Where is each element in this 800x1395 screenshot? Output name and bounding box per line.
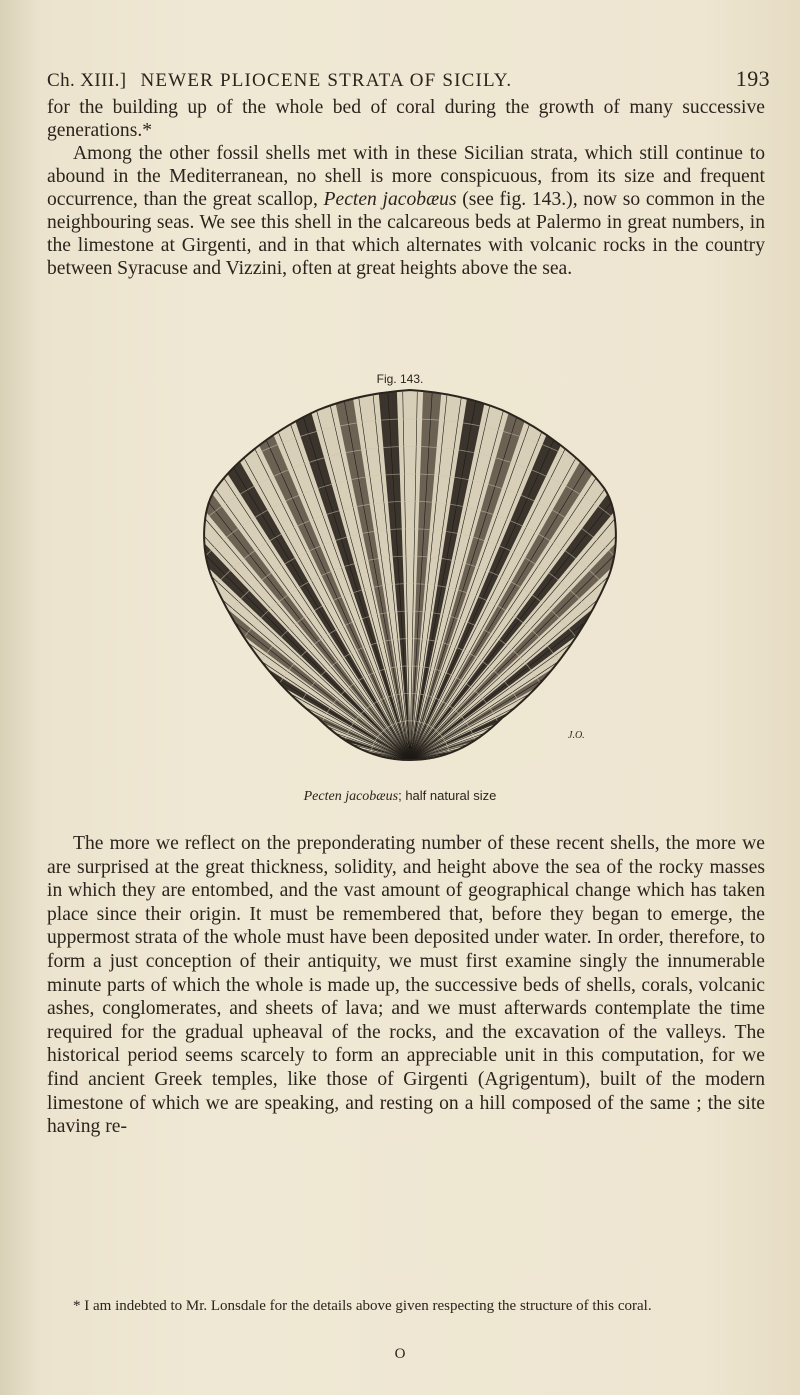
engraver-initials: J.O. [568, 730, 585, 741]
paragraph-1-part-b: Among the other fossil shells met with in these Sicilian strata, which still continue to abound in the Mediterranean, no shell is more conspicuous, from its size and frequent occurrence, than the great scallop, [47, 143, 765, 210]
caption-species: Pecten jacobæus [303, 789, 399, 804]
caption-rest: ; half natural size [398, 788, 497, 803]
paragraph-1-part-a: for the building up of the whole bed of coral during the growth of many successive generations.* [47, 97, 765, 141]
paragraph-2: The more we reflect on the preponderating number of these recent shells, the more we are surprised at the great thickness, solidity, and height above the sea of the rocky masses in which they are entombed, and the vast amount of geographical change which has taken place since their origin. It must be remembered that, before they began to emerge, the uppermost strata of the whole must have been deposited under water. In order, therefore, to form a just conception of their antiquity, we must first examine singly the innumerable minute parts of which the whole is made up, the successive beds of shells, corals, volcanic ashes, conglomerates, and sheets of lava; and we must afterwards contemplate the time required for the gradual upheaval of the rocks, and the excavation of the valleys. The historical period seems scarcely to form an appreciable unit in this computation, for we find ancient Greek temples, like those of Girgenti (Agrigentum), built of the modern limestone of which we are speaking, and resting on a hill composed of the same ; the site having re- [47, 833, 765, 1138]
footnote: * I am indebted to Mr. Lonsdale for the details above given respecting the structure of this coral. [73, 1298, 652, 1314]
figure-label: Fig. 143. [376, 372, 424, 386]
running-title: NEWER PLIOCENE STRATA OF SICILY. [140, 70, 513, 91]
running-head [47, 66, 770, 92]
figure-caption [0, 788, 800, 805]
signature-mark: O [394, 1346, 406, 1362]
page-number: 193 [735, 66, 770, 91]
paragraph-1-part-c: (see fig. 143.), now so common in the neighbouring seas. We see this shell in the calcareous beds at Palermo in great numbers, in the limestone at Girgenti, and in that which alternates with volcanic rocks in the country between Syracuse and Vizzini, often at great heights above the sea. [47, 189, 765, 279]
scallop-shell-illustration [198, 388, 622, 762]
paragraph-1 [47, 96, 765, 280]
species-name: Pecten jacobæus [323, 189, 457, 210]
chapter-label: Ch. XIII.] [47, 70, 127, 91]
